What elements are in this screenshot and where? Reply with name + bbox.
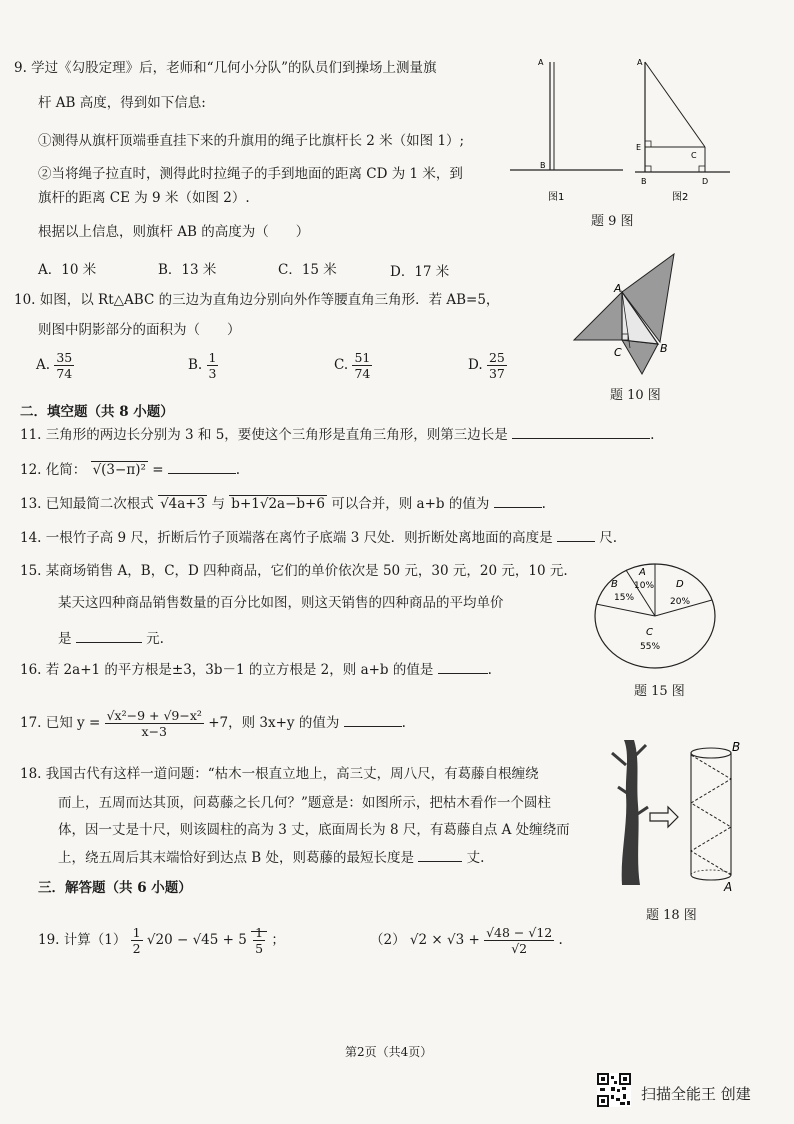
q16-stem: 16. 若 2a+1 的平方根是±3，3b－1 的立方根是 2，则 a+b 的值是: [20, 662, 434, 678]
q12-equals: =: [152, 462, 168, 478]
section-3-heading: 三．解答题（共 6 小题）: [38, 880, 192, 896]
q14-stem: 14. 一根竹子高 9 尺，折断后竹子顶端落在离竹子底端 3 尺处．则折断处离地面的高度是: [20, 530, 553, 546]
q10-caption: 题 10 图: [610, 388, 661, 403]
q19-p1-radicals: √20 − √45 + 5: [146, 932, 247, 948]
q10-option-d-label: D.: [468, 357, 483, 373]
q15-pie-chart: [592, 560, 718, 670]
qr-code-icon: [597, 1073, 631, 1107]
q19-p1-end: ；: [271, 932, 285, 948]
q19-p1-inner-num: 1: [255, 925, 264, 940]
q10-a-num: 35: [56, 350, 73, 365]
q18-label-a: A: [724, 880, 733, 894]
q10-b-den: 3: [208, 366, 217, 381]
q9-line3: ①测得从旗杆顶端垂直挂下来的升旗用的绳子比旗杆长 2 米（如图 1）;: [38, 133, 465, 149]
q15-line3-post: 元.: [146, 631, 164, 647]
q19-part2: [370, 925, 563, 956]
q13-answer-blank[interactable]: [494, 493, 542, 508]
q18-line4: [58, 847, 484, 868]
q17-tail: +7，则 3x+y 的值为: [208, 715, 340, 731]
q10-option-a: [36, 350, 74, 381]
q18-figure: [600, 735, 750, 895]
pie-percent-d: 20%: [670, 597, 691, 607]
q18-answer-blank[interactable]: [418, 847, 462, 862]
pie-percent-a: 10%: [634, 581, 655, 591]
q9-option-c: C．15 米: [278, 262, 337, 278]
q19-p2-num: √48 − √12: [486, 925, 553, 940]
fig2-label-d: D: [702, 177, 709, 186]
pie-label-a: A: [639, 567, 646, 578]
pie-label-d: D: [676, 579, 684, 590]
q18-caption: 题 18 图: [646, 908, 697, 923]
fig1-label-a: A: [538, 58, 544, 67]
q15-line1: 15. 某商场销售 A，B，C，D 四种商品，它们的单价依次是 50 元，30 元，20 元，10 元.: [20, 563, 568, 579]
q18-label-b: B: [732, 740, 741, 754]
q12-stem: 12. 化简：: [20, 462, 87, 478]
q17-stem: 17. 已知 y =: [20, 715, 101, 731]
q10-label-b: B: [660, 342, 668, 355]
fig2-label-a: A: [637, 58, 643, 67]
pie-percent-b: 15%: [614, 593, 635, 603]
q10-figure: [570, 252, 682, 376]
q9-line5: 旗杆的距离 CE 为 9 米（如图 2）.: [38, 190, 250, 206]
q10-line2: 则图中阴影部分的面积为（ ）: [38, 322, 241, 338]
section-2-heading: 二．填空题（共 8 小题）: [20, 404, 174, 420]
q18-line2: 而上，五周而达其顶，问葛藤之长几何？”题意是：如图所示，把枯木看作一个圆柱: [58, 795, 551, 811]
q13-radical-1: √4a+3: [160, 496, 206, 512]
q14-text: [20, 527, 617, 548]
q11-text: 11. 三角形的两边长分别为 3 和 5，要使这个三角形是直角三角形，则第三边长是 .: [20, 424, 654, 445]
q10-d-num: 25: [488, 350, 505, 365]
fig2-label-e: E: [636, 143, 642, 152]
q10-b-num: 1: [208, 350, 217, 365]
q18-line3: 体，因一丈是十尺，则该圆柱的高为 3 丈，底面周长为 8 尺，有葛藤自点 A 处缠绕而: [58, 822, 570, 838]
q13-radical-2: b+1√2a−b+6: [231, 496, 325, 512]
fig1-label-b: B: [540, 161, 546, 170]
q16-text: 16. 若 2a+1 的平方根是±3，3b－1 的立方根是 2，则 a+b 的值是 .: [20, 659, 492, 680]
q18-line4-pre: 上，绕五周后其末端恰好到达点 B 处，则葛藤的最短长度是: [58, 850, 415, 866]
q15-answer-blank[interactable]: [76, 628, 142, 643]
fig2-caption: 图2: [672, 192, 689, 202]
page-footer: 第2页（共4页）: [345, 1045, 433, 1059]
q10-option-b-label: B.: [188, 357, 203, 373]
fig1-caption: 图1: [548, 192, 565, 202]
q10-c-den: 74: [354, 366, 371, 381]
q12-expression: √(3−π)²: [92, 462, 146, 478]
q10-option-b: [188, 350, 218, 381]
q9-option-d: D．17 米: [390, 264, 450, 280]
q12-answer-blank[interactable]: [168, 459, 236, 474]
q15-line3-pre: 是: [58, 631, 72, 647]
fig2-label-c: C: [691, 151, 697, 160]
pie-percent-c: 55%: [640, 642, 661, 652]
q18-line4-post: 丈.: [466, 850, 485, 866]
q10-a-den: 74: [56, 366, 73, 381]
q13-mid: 与: [211, 496, 230, 512]
q19-p1-den: 2: [132, 941, 141, 956]
q9-line4: ②当将绳子拉直时，测得此时拉绳子的手到地面的距离 CD 为 1 米，到: [38, 166, 463, 182]
pie-label-b: B: [611, 579, 618, 590]
pie-divider-bc: [596, 604, 655, 616]
q16-answer-blank[interactable]: [438, 659, 488, 674]
q10-option-a-label: A.: [36, 357, 51, 373]
fig2-label-b: B: [641, 177, 647, 186]
arrow-right-icon: [650, 807, 678, 827]
q19-stem: 19. 计算（1）: [38, 932, 127, 948]
q13-stem: 13. 已知最简二次根式: [20, 496, 154, 512]
q9-line2: 杆 AB 高度，得到如下信息:: [38, 95, 206, 111]
q17-numerator: √x²−9 + √9−x²: [106, 708, 202, 723]
q10-c-num: 51: [354, 350, 371, 365]
q11-stem: 11. 三角形的两边长分别为 3 和 5，要使这个三角形是直角三角形，则第三边长是: [20, 427, 508, 443]
q10-label-c: C: [614, 346, 622, 359]
q17-text: 17. 已知 y = $\frac{\text{√x²−9 + √9−x²}}{x-3}$ +7，则 3x+y 的值为 .: [20, 708, 406, 739]
q10-label-a: A: [614, 282, 622, 295]
q13-tail: 可以合并，则 a+b 的值为: [331, 496, 490, 512]
q10-option-c-label: C.: [334, 357, 349, 373]
q10-line1: 10. 如图，以 Rt△ABC 的三边为直角边分别向外作等腰直角三角形．若 AB=5，: [14, 292, 500, 308]
q15-caption: 题 15 图: [634, 684, 685, 699]
q14-unit: 尺.: [599, 530, 617, 546]
q9-option-b: B．13 米: [158, 262, 217, 278]
q9-caption: 题 9 图: [591, 214, 634, 229]
q19-part1: [38, 925, 285, 956]
q9-line6: 根据以上信息，则旗杆 AB 的高度为（ ）: [38, 224, 310, 240]
pie-label-c: C: [646, 627, 653, 638]
q13-text: 13. 已知最简二次根式 √4a+3 与 b+1√2a−b+6 可以合并，则 a+b 的值为 .: [20, 493, 546, 514]
q19-p2-end: .: [558, 932, 563, 948]
q9-option-a: A．10 米: [38, 262, 97, 278]
q10-d-den: 37: [488, 366, 505, 381]
q19-p1-num: 1: [132, 925, 141, 940]
q19-p2-den: √2: [511, 941, 528, 956]
q9-line1: 9. 学过《勾股定理》后，老师和“几何小分队”的队员们到操场上测量旗: [14, 60, 437, 76]
q17-answer-blank[interactable]: [344, 712, 402, 727]
q17-denominator: x−3: [141, 724, 167, 739]
q12-text: 12. 化简： √(3−π)² = .: [20, 459, 240, 480]
q14-answer-blank[interactable]: [557, 527, 595, 542]
q10-option-c: [334, 350, 372, 381]
q11-answer-blank[interactable]: [512, 424, 650, 439]
q10-option-d: [468, 350, 507, 381]
q19-p2-expression: （2） √2 × √3 +: [370, 932, 480, 948]
q15-line3: [58, 628, 164, 649]
q15-line2: 某天这四种商品销售数量的百分比如图，则这天销售的四种商品的平均单价: [58, 595, 504, 611]
q18-line1: 18. 我国古代有这样一道问题：“枯木一根直立地上，高三丈，周八尺，有葛藤自根缠绕: [20, 766, 539, 782]
q9-figure: [505, 52, 735, 202]
watermark-text: 扫描全能王 创建: [641, 1085, 751, 1103]
q19-p1-inner-den: 5: [255, 941, 264, 956]
